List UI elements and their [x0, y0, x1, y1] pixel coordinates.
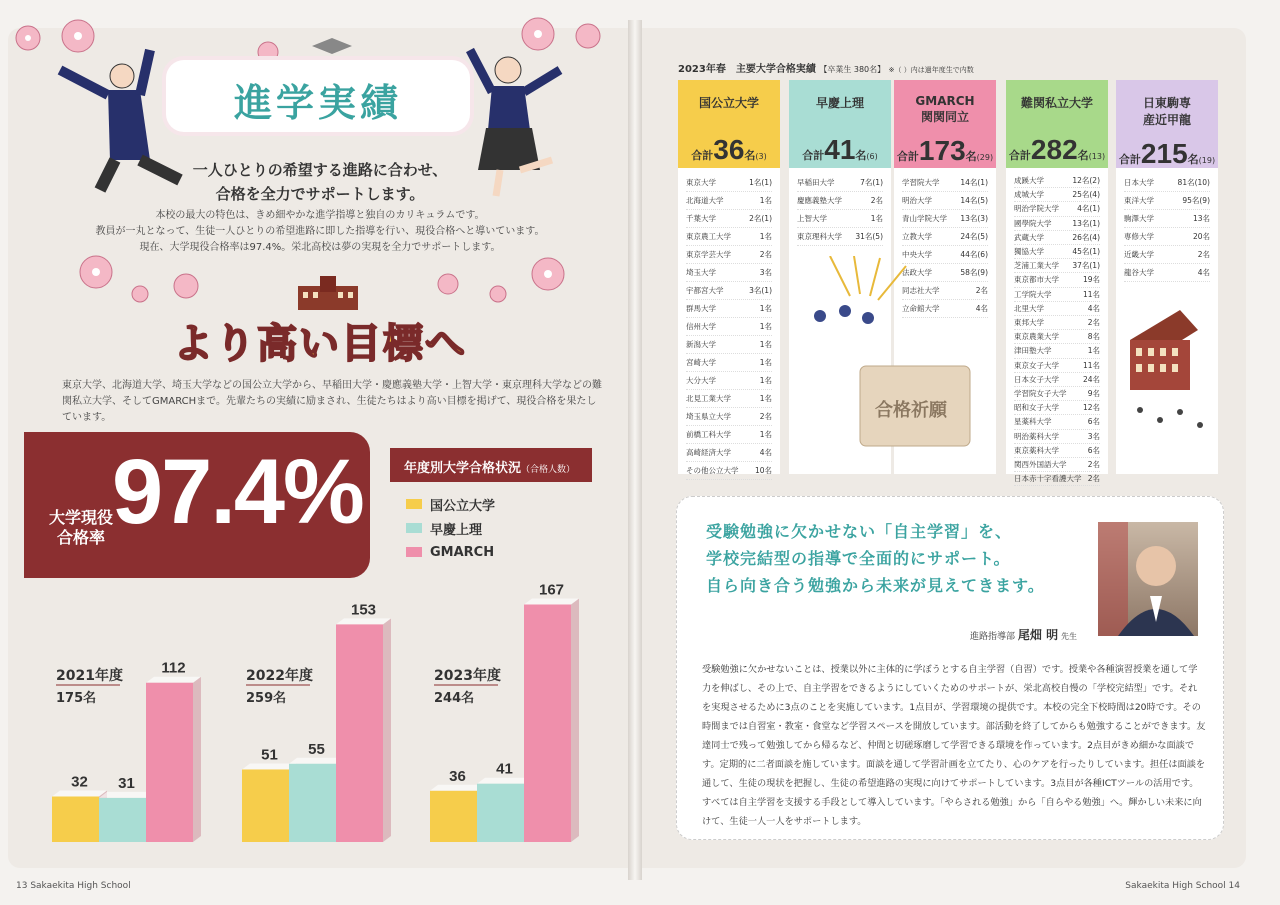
results-subtitle-text: 2023年春 主要大学合格実績: [678, 64, 816, 75]
legend-item: [406, 544, 495, 560]
message-headline-line: 学校完結型の指導で全面的にサポート。: [706, 549, 1011, 568]
results-column-head: [678, 80, 780, 168]
bar-国公立大学: [430, 791, 477, 842]
university-count: 9名: [1087, 389, 1100, 399]
university-count: 12名(2): [1072, 176, 1100, 185]
university-count: 1名: [759, 322, 772, 331]
university-count: 1名: [1087, 346, 1100, 356]
results-column: [678, 80, 780, 474]
university-row: [902, 228, 988, 246]
intro-line: 現在、大学現役合格率は97.4%。栄北高校は夢の実現を全力でサポートします。: [139, 242, 501, 253]
title-box: [166, 60, 470, 132]
university-name: 前橋工科大学: [686, 430, 731, 439]
teacher-photo: [1098, 522, 1198, 636]
university-row: [1014, 231, 1100, 245]
university-row: [797, 192, 883, 210]
university-name: 工学院大学: [1014, 289, 1052, 299]
university-name: 法政大学: [902, 268, 932, 277]
university-row: [902, 192, 988, 210]
bar-side: [193, 677, 201, 842]
university-row: [1124, 264, 1210, 282]
intro-body: [70, 208, 570, 256]
results-column: [1006, 80, 1108, 484]
university-name: 群馬大学: [686, 304, 716, 313]
total-total: 173: [918, 135, 966, 166]
university-count: 11名: [1082, 360, 1100, 370]
university-name: 上智大学: [797, 214, 827, 223]
pass-rate-label-line: 大学現役: [48, 508, 113, 527]
university-row: [1014, 202, 1100, 216]
results-column-total: [1116, 138, 1218, 170]
intro-line: 教員が一丸となって、生徒一人ひとりの希望進路に即した指導を行い、現役合格へと導いています。: [95, 226, 545, 237]
university-row: [1014, 387, 1100, 401]
bar-top: [477, 778, 532, 784]
results-column-total: [1006, 134, 1108, 166]
year-label: 2023年度: [434, 668, 501, 684]
university-count: 14名(5): [960, 196, 988, 205]
university-count: 13名: [1192, 214, 1210, 223]
lead-text: [150, 158, 490, 206]
university-row: [1124, 210, 1210, 228]
bar-top: [242, 763, 297, 769]
bar-早慶上理: [289, 764, 336, 842]
university-name: 学習院女子大学: [1014, 389, 1067, 399]
university-row: [1014, 259, 1100, 273]
university-row: [686, 318, 772, 336]
university-row: [686, 462, 772, 480]
results-subtitle-small: ※（ ）内は過年度生で内数: [888, 66, 974, 74]
university-row: [686, 336, 772, 354]
university-count: 2名: [1087, 460, 1100, 470]
results-column-title: 日東駒専 産近甲龍: [1142, 96, 1191, 127]
university-row: [686, 192, 772, 210]
teacher-role: 進路指導部: [970, 632, 1016, 642]
university-row: [1014, 330, 1100, 344]
university-row: [1014, 217, 1100, 231]
teacher-portrait-icon: [1098, 522, 1198, 636]
university-row: [902, 174, 988, 192]
bar-value-label: 167: [538, 581, 565, 599]
university-count: 6名: [1087, 417, 1100, 427]
university-name: 北海道大学: [686, 196, 724, 205]
intro-line: 本校の最大の特色は、きめ細やかな進学指導と独自のカリキュラムです。: [155, 210, 485, 221]
legend-label: 国公立大学: [430, 498, 496, 514]
university-count: 1名: [759, 376, 772, 385]
university-name: 青山学院大学: [902, 214, 947, 223]
university-count: 2名: [870, 196, 883, 205]
university-count: 14名(1): [960, 178, 988, 187]
campus-illustration: [1120, 300, 1220, 450]
university-row: [686, 246, 772, 264]
university-name: 千葉大学: [686, 214, 716, 223]
message-body: 受験勉強に欠かせないことは、授業以外に主体的に学ぼうとする自主学習（自習）です。授業や各種演習授業を通して学力を伸ばし、その上で、自主学習をできるようにしていくためのサポートが、栄北高校自慢の「学校完結型」です。それを実現させるために3点のことを実施しています。1点目が、学習環境の提供です。本校の完全下校時間は20時です。その時間までは自習室・教室・食堂など学習スペースを開放しています。部活動を終了してからも勉強することができます。友達同士で残って勉強してから帰るなど、仲間と切磋琢磨して学習できる環境を作っています。2点目がきめ細かな面談です。定期的に二者面談を施しています。面談を通して学習計画を立てたり、心のケアを行ったりしています。担任は面談を通して、生徒の現状を把握し、生徒の希望進路の実現に向けてサポートしています。3点目が各種ICTツールの活用です。すべては自主学習を支援する手段として導入しています。「やらされる勉強」から「自らやる勉強」へ。輝かしい未来に向けて、生徒一人一人をサポートします。: [702, 664, 1206, 827]
university-row: [1014, 273, 1100, 287]
bar-早慶上理: [99, 798, 146, 842]
university-name: 近畿大学: [1124, 250, 1154, 259]
university-count: 2名: [759, 250, 772, 259]
university-count: 24名(5): [960, 232, 988, 241]
university-name: 昭和女子大学: [1014, 403, 1059, 413]
university-name: 東京理科大学: [797, 232, 842, 241]
total-total-prefix: 合計: [802, 149, 825, 162]
university-name: 早稲田大学: [797, 178, 835, 187]
university-name: 同志社大学: [902, 286, 940, 295]
university-count: 25名(4): [1072, 190, 1100, 200]
lead-line: 合格を全力でサポートします。: [215, 185, 425, 203]
page-number-right: Sakaekita High School 14: [1125, 881, 1240, 891]
bar-top: [430, 785, 485, 791]
university-name: 東邦大学: [1014, 318, 1044, 328]
legend-title: [390, 448, 592, 482]
university-name: 慶應義塾大学: [797, 196, 842, 205]
university-count: 1名: [759, 304, 772, 313]
university-name: 専修大学: [1124, 232, 1154, 241]
total-total: 41: [824, 134, 856, 165]
message-headline: [706, 518, 1045, 599]
university-count: 2名: [1087, 474, 1100, 484]
university-name: 成城大学: [1014, 190, 1044, 200]
university-count: 81名(10): [1177, 178, 1210, 187]
graduation-cap-icon: [312, 38, 352, 54]
university-name: 北見工業大学: [686, 394, 731, 403]
university-name: 星薬科大学: [1014, 417, 1052, 427]
total-unit: 名: [744, 149, 756, 162]
legend-swatch: [406, 523, 422, 533]
total-total: 215: [1140, 138, 1188, 169]
total-total-prefix: 合計: [896, 150, 919, 163]
results-subtitle: [678, 60, 974, 75]
university-name: 立命館大学: [902, 304, 940, 313]
year-total: 175名: [56, 691, 97, 706]
university-name: 獨協大学: [1014, 247, 1044, 257]
total-sub: (29): [976, 153, 994, 162]
results-column-total: [678, 134, 780, 166]
total-total: 36: [713, 134, 745, 165]
university-count: 8名: [1087, 332, 1100, 342]
university-name: 國學院大学: [1014, 218, 1052, 228]
university-name: 明治学院大学: [1014, 204, 1059, 214]
bar-value-label: 32: [71, 773, 88, 791]
pass-rate-label-line: 合格率: [56, 528, 105, 547]
year-total: 259名: [246, 691, 287, 706]
university-count: 26名(4): [1072, 232, 1100, 242]
university-name: 大分大学: [686, 376, 716, 385]
message-headline-line: 受験勉強に欠かせない「自主学習」を、: [706, 522, 1013, 541]
ema-text: 合格祈願: [875, 400, 947, 421]
university-count: 45名(1): [1072, 247, 1100, 257]
lead-line: 一人ひとりの希望する進路に合わせ、: [192, 161, 448, 179]
university-row: [686, 210, 772, 228]
results-column-head: [894, 80, 996, 168]
total-unit: 名: [965, 150, 977, 163]
total-unit: 名: [855, 149, 867, 162]
university-row: [797, 174, 883, 192]
results-column-total: [894, 135, 996, 167]
university-row: [686, 282, 772, 300]
year-label: 2021年度: [56, 668, 123, 684]
university-row: [1014, 415, 1100, 429]
results-column-total: [789, 134, 891, 166]
legend-label: 早慶上理: [430, 522, 483, 538]
university-count: 44名(6): [960, 250, 988, 259]
university-row: [1124, 174, 1210, 192]
total-total-prefix: 合計: [1008, 149, 1031, 162]
yearly-results-chart: [30, 570, 610, 850]
university-row: [1124, 246, 1210, 264]
university-count: 6名: [1087, 445, 1100, 455]
university-row: [686, 444, 772, 462]
university-row: [686, 372, 772, 390]
university-row: [797, 228, 883, 246]
bar-top: [99, 792, 154, 798]
university-name: 宇都宮大学: [686, 286, 724, 295]
bar-side: [383, 618, 391, 842]
university-count: 1名(1): [749, 178, 772, 187]
results-column-head: [1006, 80, 1108, 168]
university-name: 東京農業大学: [1014, 332, 1059, 342]
bar-value-label: 153: [350, 601, 377, 619]
university-count: 3名: [1087, 431, 1100, 441]
university-count: 1名: [759, 232, 772, 241]
university-row: [686, 408, 772, 426]
university-name: 成蹊大学: [1014, 176, 1044, 185]
bar-GMARCH: [524, 604, 571, 842]
university-row: [1014, 444, 1100, 458]
pass-rate-value: 97.4%: [112, 441, 363, 543]
university-row: [1124, 228, 1210, 246]
university-name: 中央大学: [902, 250, 932, 259]
university-count: 19名: [1082, 275, 1100, 285]
university-row: [1014, 430, 1100, 444]
results-column-head: [789, 80, 891, 168]
university-name: 駒澤大学: [1124, 214, 1154, 223]
total-unit: 名: [1187, 153, 1199, 166]
university-row: [1014, 458, 1100, 472]
university-name: 関西外国語大学: [1014, 460, 1067, 470]
university-row: [902, 210, 988, 228]
university-count: 2名: [759, 412, 772, 421]
university-row: [686, 228, 772, 246]
results-column-head: [1116, 80, 1218, 168]
message-headline-line: 自ら向き合う勉強から未来が見えてきます。: [706, 576, 1045, 595]
university-name: 東京女子大学: [1014, 360, 1059, 370]
bar-value-label: 51: [261, 746, 278, 764]
chart-legend: [406, 496, 495, 568]
year-label: 2022年度: [246, 668, 313, 684]
university-row: [1014, 373, 1100, 387]
university-name: 立教大学: [902, 232, 932, 241]
university-count: 3名: [759, 268, 772, 277]
university-name: 北里大学: [1014, 303, 1044, 313]
university-name: 津田塾大学: [1014, 346, 1052, 356]
university-count: 1名: [759, 358, 772, 367]
bar-value-label: 112: [161, 659, 186, 677]
year-total: 244名: [434, 691, 475, 706]
legend-item: [406, 520, 495, 536]
university-count: 12名: [1082, 403, 1100, 413]
bar-value-label: 55: [308, 740, 325, 758]
legend-item: [406, 496, 495, 512]
bar-top: [289, 758, 344, 764]
results-column-title: 難関私立大学: [1020, 96, 1093, 110]
university-name: 日本赤十字看護大学: [1014, 474, 1082, 484]
results-column-title: 早慶上理: [815, 96, 864, 110]
section-heading: より高い目標へ: [173, 321, 467, 367]
university-count: 2名(1): [749, 214, 772, 223]
university-name: 武蔵大学: [1014, 232, 1044, 242]
university-row: [686, 174, 772, 192]
legend-swatch: [406, 499, 422, 509]
university-row: [1014, 344, 1100, 358]
bar-value-label: 36: [449, 767, 466, 785]
university-count: 11名: [1082, 289, 1100, 299]
university-name: 東京都市大学: [1014, 275, 1059, 285]
university-count: 95名(9): [1182, 196, 1210, 205]
teacher-signature: [970, 626, 1077, 643]
university-row: [686, 264, 772, 282]
legend-label: GMARCH: [430, 544, 495, 560]
university-count: 10名: [754, 466, 772, 475]
university-count: 1名: [759, 394, 772, 403]
legend-title-text: 年度別大学合格状況: [404, 461, 522, 476]
university-name: 龍谷大学: [1124, 268, 1154, 277]
legend-swatch: [406, 547, 422, 557]
bar-top: [52, 790, 107, 796]
university-row: [1014, 188, 1100, 202]
bar-早慶上理: [477, 784, 524, 842]
bar-GMARCH: [336, 624, 383, 842]
university-count: 1名: [759, 196, 772, 205]
results-column-title: 国公立大学: [698, 96, 759, 110]
teacher-name: 尾畑 明: [1017, 628, 1059, 642]
university-name: 信州大学: [686, 322, 716, 331]
page-title: 進学実績: [233, 81, 402, 125]
legend-note: （合格人数）: [521, 465, 576, 475]
university-name: 東京薬科大学: [1014, 445, 1059, 455]
university-name: 東京学芸大学: [686, 250, 731, 259]
results-column-title: GMARCH 関関同立: [915, 94, 975, 124]
university-count: 4名: [1087, 303, 1100, 313]
university-name: 芝浦工業大学: [1014, 261, 1059, 271]
total-total-prefix: 合計: [1118, 153, 1141, 166]
university-count: 1名: [759, 430, 772, 439]
university-row: [1014, 302, 1100, 316]
university-row: [797, 210, 883, 228]
bar-top: [146, 677, 201, 683]
bar-国公立大学: [242, 769, 289, 842]
university-row: [1014, 174, 1100, 188]
bar-国公立大学: [52, 796, 99, 842]
university-row: [1014, 401, 1100, 415]
university-row: [686, 426, 772, 444]
university-count: 4名: [1197, 268, 1210, 277]
university-row: [1014, 288, 1100, 302]
total-sub: (3): [755, 152, 767, 161]
university-row: [1124, 192, 1210, 210]
bar-top: [524, 598, 579, 604]
total-sub: (19): [1198, 156, 1216, 165]
total-unit: 名: [1077, 149, 1089, 162]
bar-value-label: 31: [118, 774, 135, 792]
university-count: 2名: [975, 286, 988, 295]
university-name: 明治大学: [902, 196, 932, 205]
teacher-title: 先生: [1060, 632, 1077, 641]
university-name: その他公立大学: [686, 466, 739, 475]
university-name: 高崎経済大学: [686, 448, 731, 457]
university-row: [686, 300, 772, 318]
university-row: [1014, 245, 1100, 259]
total-sub: (13): [1088, 152, 1106, 161]
celebration-illustration: [790, 256, 996, 476]
university-name: 明治薬科大学: [1014, 431, 1059, 441]
university-row: [1014, 472, 1100, 486]
university-row: [1014, 316, 1100, 330]
university-name: 埼玉大学: [686, 268, 716, 277]
university-list: [1006, 168, 1108, 484]
section-body: 東京大学、北海道大学、埼玉大学などの国公立大学から、早稲田大学・慶應義塾大学・上智大学・東京理科大学などの難関私立大学、そしてGMARCHまで。先輩たちの実績に励まされ、生徒たちはより高い目標を掲げて、現役合格を果たしています。: [62, 380, 602, 423]
university-count: 1名: [759, 340, 772, 349]
university-count: 3名(1): [749, 286, 772, 295]
university-count: 2名: [1087, 318, 1100, 328]
university-name: 学習院大学: [902, 178, 940, 187]
bar-value-label: 41: [496, 760, 513, 778]
bar-GMARCH: [146, 683, 193, 842]
bar-top: [336, 618, 391, 624]
university-count: 7名(1): [860, 178, 883, 187]
university-name: 東洋大学: [1124, 196, 1154, 205]
university-name: 東京農工大学: [686, 232, 731, 241]
university-count: 1名: [870, 214, 883, 223]
university-count: 4名: [759, 448, 772, 457]
university-count: 4名(1): [1077, 204, 1100, 214]
university-name: 日本女子大学: [1014, 374, 1059, 384]
university-name: 東京大学: [686, 178, 716, 187]
university-count: 4名: [975, 304, 988, 313]
university-row: [686, 390, 772, 408]
university-count: 13名(1): [1072, 218, 1100, 228]
university-name: 新潟大学: [686, 340, 716, 349]
university-count: 20名: [1192, 232, 1210, 241]
university-count: 24名: [1082, 374, 1100, 384]
university-row: [686, 354, 772, 372]
university-count: 13名(3): [960, 214, 988, 223]
university-count: 58名(9): [960, 268, 988, 277]
university-row: [1014, 359, 1100, 373]
school-building-icon: [298, 276, 358, 310]
page-number-left: 13 Sakaekita High School: [16, 881, 131, 891]
university-name: 埼玉県立大学: [686, 412, 731, 421]
university-list: [678, 168, 780, 474]
university-name: 日本大学: [1124, 178, 1154, 187]
university-count: 37名(1): [1072, 261, 1100, 271]
university-name: 宮崎大学: [686, 358, 716, 367]
total-sub: (6): [866, 152, 878, 161]
results-subtitle-note: 【卒業生 380名】: [819, 65, 886, 74]
total-total-prefix: 合計: [691, 149, 714, 162]
total-total: 282: [1030, 134, 1078, 165]
university-count: 2名: [1197, 250, 1210, 259]
university-count: 31名(5): [855, 232, 883, 241]
bar-side: [571, 598, 579, 842]
